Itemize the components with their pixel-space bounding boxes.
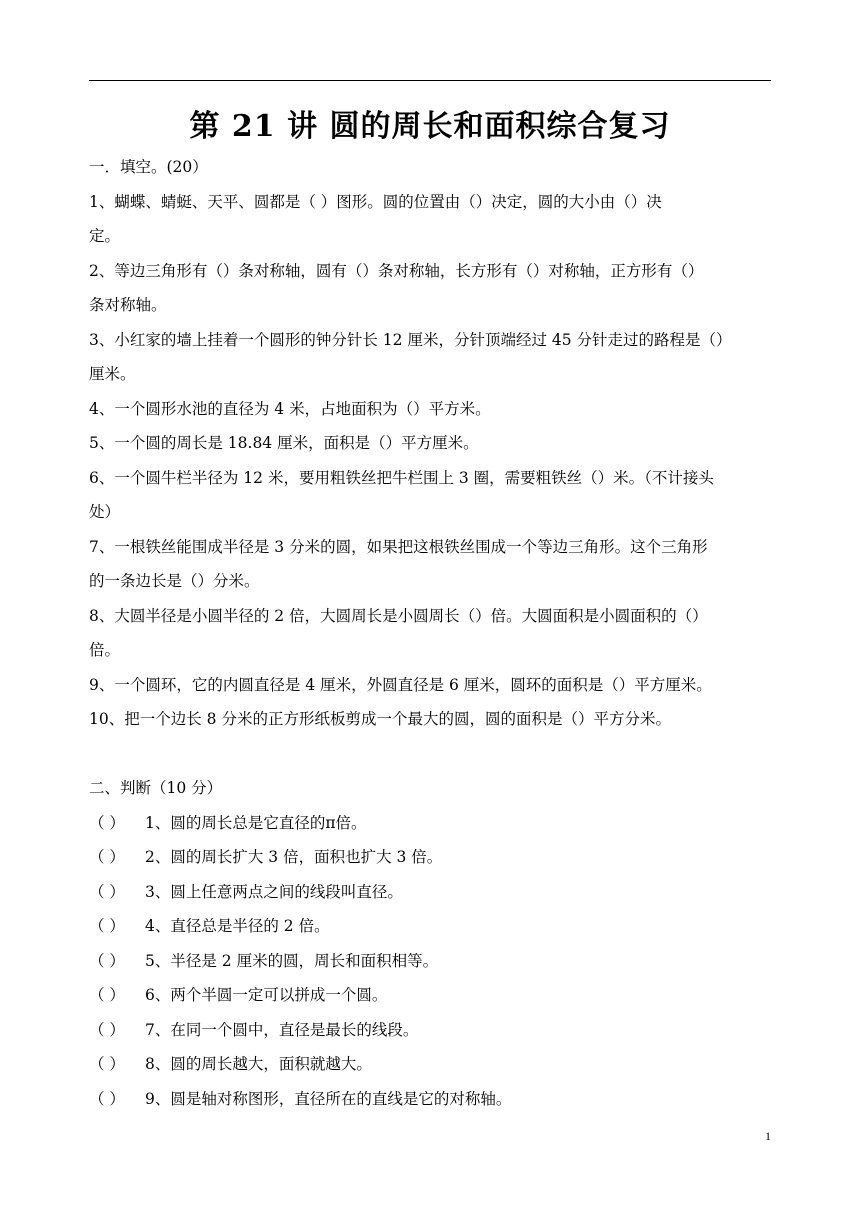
judgement-item-9 [89,1082,771,1117]
question-10 [89,702,771,737]
question-text-cont: 倍。 [89,641,121,659]
statement-text: 9、圆是轴对称图形，直径所在的直线是它的对称轴。 [145,1089,512,1108]
question-4 [89,392,771,427]
judgement-item-3 [89,875,771,910]
answer-blank: （ ） [89,882,125,901]
question-text-cont: 处） [89,503,121,521]
judgement-item-1 [89,806,771,841]
statement-text: 3、圆上任意两点之间的线段叫直径。 [145,882,403,901]
question-text: 6、一个圆牛栏半径为 12 米，要用粗铁丝把牛栏围上 3 圈，需要粗铁丝（）米。（不计接头 [89,468,714,487]
question-text: 2、等边三角形有（）条对称轴，圆有（）条对称轴，长方形有（）对称轴，正方形有（） [89,261,704,280]
judgement-item-6 [89,978,771,1013]
answer-blank: （ ） [89,986,125,1004]
judgement-item-4 [89,909,771,944]
question-2 [89,254,771,323]
question-text: 1、蝴蝶、蜻蜓、天平、圆都是（ ）图形。圆的位置由（）决定，圆的大小由（）决 [89,192,662,211]
question-3 [89,323,771,392]
statement-text: 1、圆的周长总是它直径的π倍。 [145,813,367,832]
question-text: 4、一个圆形水池的直径为 4 米，占地面积为（）平方米。 [89,399,491,418]
judgement-item-2 [89,840,771,875]
statement-text: 7、在同一个圆中，直径是最长的线段。 [145,1020,419,1039]
answer-blank: （ ） [89,951,125,970]
question-text: 9、一个圆环，它的内圆直径是 4 厘米，外圆直径是 6 厘米，圆环的面积是（）平方厘米。 [89,675,712,694]
header-rule [89,80,771,81]
answer-blank: （ ） [89,848,125,866]
question-text-cont: 条对称轴。 [89,296,167,314]
question-7 [89,530,771,599]
statement-text: 4、直径总是半径的 2 倍。 [145,917,330,935]
judgement-item-7 [89,1013,771,1048]
answer-blank: （ ） [89,813,125,832]
judgement-item-8 [89,1047,771,1082]
worksheet-body [89,150,771,1116]
question-text: 7、一根铁丝能围成半径是 3 分米的圆，如果把这根铁丝围成一个等边三角形。这个三角形 [89,537,708,556]
page-number: 1 [765,1129,771,1143]
statement-text: 6、两个半圆一定可以拼成一个圆。 [145,986,388,1004]
question-5 [89,426,771,461]
question-text: 8、大圆半径是小圆半径的 2 倍，大圆周长是小圆周长（）倍。大圆面积是小圆面积的（） [89,606,708,625]
question-text: 10、把一个边长 8 分米的正方形纸板剪成一个最大的圆，圆的面积是（）平方分米。 [89,710,671,728]
question-8 [89,599,771,668]
question-text: 3、小红家的墙上挂着一个圆形的钟分针长 12 厘米，分针顶端经过 45 分针走过的路程是（） [89,330,732,349]
section-heading-fill-blank: 一．填空。(20） [89,158,208,176]
question-text-cont: 厘米。 [89,365,136,383]
statement-text: 2、圆的周长扩大 3 倍，面积也扩大 3 倍。 [145,848,443,866]
answer-blank: （ ） [89,917,125,935]
question-text-cont: 定。 [89,227,121,245]
question-9 [89,668,771,703]
page-title: 第 21 讲 圆的周长和面积综合复习 [189,109,671,144]
section-heading-true-false: 二、判断（10 分） [89,779,223,797]
question-text: 5、一个圆的周长是 18.84 厘米，面积是（）平方厘米。 [89,434,479,452]
judgement-item-5 [89,944,771,979]
answer-blank: （ ） [89,1020,125,1039]
question-1 [89,185,771,254]
question-text-cont: 的一条边长是（）分米。 [89,572,260,590]
statement-text: 8、圆的周长越大，面积就越大。 [145,1055,372,1073]
answer-blank: （ ） [89,1055,125,1073]
answer-blank: （ ） [89,1089,125,1108]
section-spacer [89,737,771,772]
question-6 [89,461,771,530]
statement-text: 5、半径是 2 厘米的圆，周长和面积相等。 [145,951,439,970]
